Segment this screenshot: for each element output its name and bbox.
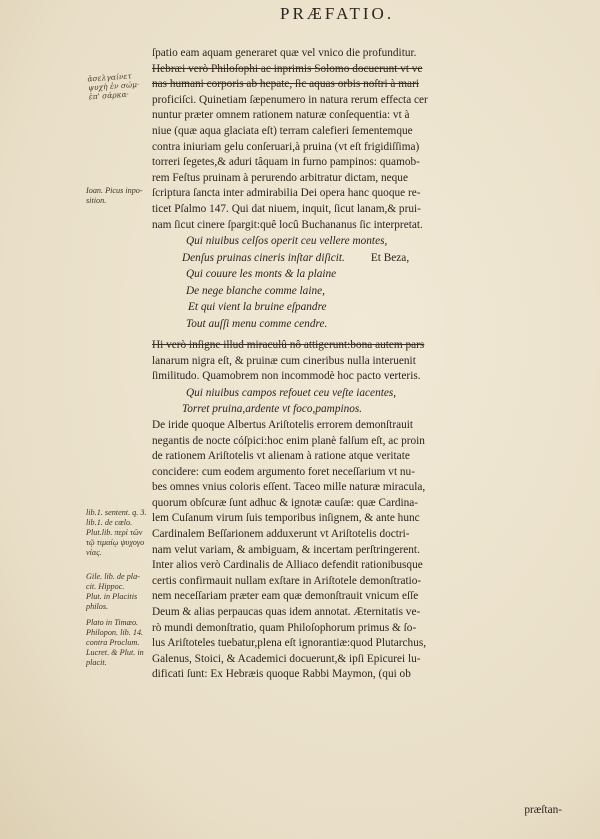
margin-line: philos. [86, 602, 109, 611]
text-line: nuntur præter omnem rationem naturæ conſequentia: vt à [152, 109, 410, 122]
text-line: rò mundi demonſtratio, quam Philoſophorum primus & ſo- [152, 621, 417, 634]
margin-line: Plato in Timæo. [86, 618, 139, 627]
margin-line: Lucret. & Plut. in [86, 648, 144, 657]
margin-line: Plut.lib. περὶ τῶν [86, 528, 143, 537]
verse-line: De nege blanche comme laine, [186, 284, 325, 297]
margin-line: lib.1. sentent. q. 3. [86, 508, 147, 517]
main-text [152, 46, 572, 683]
text-line: proficiſci. Quinetiam ſæpenumero in natura rerum effecta cer [152, 93, 428, 106]
text-line: nam velut variam, & ambiguam, & incertam perſtringerent. [152, 543, 420, 556]
verse-text: Denſus pruinas cineris inſtar diſicit. [182, 251, 345, 264]
text-line: Galenus, Stoici, & Academici docuerunt,& ipſi Epicurei lu- [152, 652, 421, 665]
margin-line: νίας. [86, 548, 102, 557]
margin-line: contra Proclum. [86, 638, 140, 647]
verse-line: Qui niuibus campos refouet ceu veſte iacentes, [186, 386, 397, 399]
catchword: præſtan- [524, 804, 562, 816]
margin-note-lib-sent [86, 508, 154, 558]
text-line: lanarum nigra eſt, & pruinæ cum cineribus nulla interuenit [152, 354, 416, 367]
verse-line: Et qui vient la bruine eſpandre [188, 301, 327, 314]
margin-line: sition. [86, 196, 107, 205]
text-line: De iride quoque Albertus Ariſtotelis errorem demonſtrauit [152, 418, 414, 431]
et-beza: Et Beza, [370, 251, 410, 264]
text-line: Cardinalem Beſſarionem adduxerunt vt Ariſtotelis doctri- [152, 528, 410, 541]
text-line: torreri ſegetes,& aduri tâquam in furno pampinos: quamob- [152, 156, 420, 169]
text-line: concidere: cum eodem argumento foret neceſſarium vt nu- [152, 465, 415, 478]
text-line: de rationem Ariſtotelis vt alienam à ratione atque veritate [152, 450, 410, 463]
margin-line: Plut. in Placitis [86, 592, 138, 601]
margin-note-plato [86, 618, 154, 668]
text-line: ſimilitudo. Quamobrem non incommodè hoc pacto verteris. [152, 370, 421, 383]
text-line: niue (quæ aqua glaciata eſt) terram calefieri ſementemque [152, 124, 413, 137]
verse-line: Qui couure les monts & la plaine [186, 268, 337, 281]
margin-note-gile [86, 572, 154, 612]
margin-line: Gile. lib. de pla- [86, 572, 140, 581]
text-line: Deum & alias perpaucas quas idem annotat. Æternitatis ve- [152, 606, 421, 619]
page-title: PRÆFATIO. [280, 4, 395, 23]
text-line: lem Cuſanum virum ſuis temporibus inſignem, & ante hunc [152, 512, 420, 525]
text-line-struck: Hi verò inſigne illud miraculû nô attigerunt:bona autem pars [152, 339, 425, 352]
verse-line: Tout auſſi menu comme cendre. [186, 317, 328, 330]
text-line: ticet Pſalmo 147. Qui dat niuem, inquit, ſicut lanam,& prui- [152, 202, 421, 215]
margin-line: τῷ τιμαίῳ ψυχογο [86, 538, 145, 547]
handnote-line: ἀσελγαίνετ [87, 71, 132, 84]
text-line: Inter alios verò Cardinalis de Alliaco defendit rationibusque [152, 559, 423, 572]
verse-line [152, 250, 572, 267]
text-line-struck: nas humani corporis ab hepate, ſic aquas orbis noſtri à mari [152, 78, 419, 91]
margin-line: Philopon. lib. 14. [86, 628, 144, 637]
verse-line: Torret pruina,ardente vt foco,pampinos. [182, 403, 363, 416]
margin-note-ioan-picus [86, 186, 154, 206]
margin-line: Ioan. Picus inpo- [86, 186, 143, 195]
text-line: lus Ariſtoteles tuebatur,plena eſt ignorantiæ:quod Plutarchus, [152, 637, 427, 650]
text-line: rem Feſtus pruinam à perurendo arbitratur dictam, neque [152, 171, 408, 184]
text-line: nem neceſſariam præter eam quæ demonſtrauit vnicum eſſe [152, 590, 419, 603]
text-line: nam ſicut cinere ſpargit:quê locû Buchananus ſic interpretat. [152, 218, 423, 231]
text-line: ſcriptura ſancta inter admirabilia Dei opera hanc quoque re- [152, 187, 421, 200]
text-line-struck: Hebræi verò Philoſophi ac inprimis Solomo docuerunt vt ve [152, 62, 423, 75]
handnote-line: ψυχὴ ἐν σώμ· [87, 79, 140, 93]
margin-line: placit. [86, 658, 107, 667]
text-line: dificati ſunt: Ex Hebræis quoque Rabbi Maymon, (qui ob [152, 668, 411, 681]
handwritten-annotation [87, 70, 159, 102]
handnote-line: ἐπ' σάρκα· [88, 89, 130, 102]
margin-line: lib.1. de cœlo. [86, 518, 133, 527]
text-line: ſpatio eam aquam generaret quæ vel vnico die profunditur. [152, 47, 417, 59]
text-line: negantis de nocte cóſpici:hoc enim planè falſum eſt, ac proin [152, 434, 425, 447]
text-line: certis confirmauit nullam exſtare in Ariſtotele demonſtratio- [152, 574, 422, 587]
verse-line: Qui niuibus celſos operit ceu vellere montes, [186, 235, 388, 248]
text-line: quorum obſcuræ ſunt adhuc & ignotæ cauſæ: quæ Cardina- [152, 496, 419, 509]
text-line: bes omnes vnius coloris eſſent. Taceo mille naturæ miracula, [152, 481, 426, 494]
margin-line: cit. Hippoc. [86, 582, 125, 591]
text-line: contra iniuriam gelu conſeruari,à pruina (vt eſt frigidiſſima) [152, 140, 420, 153]
